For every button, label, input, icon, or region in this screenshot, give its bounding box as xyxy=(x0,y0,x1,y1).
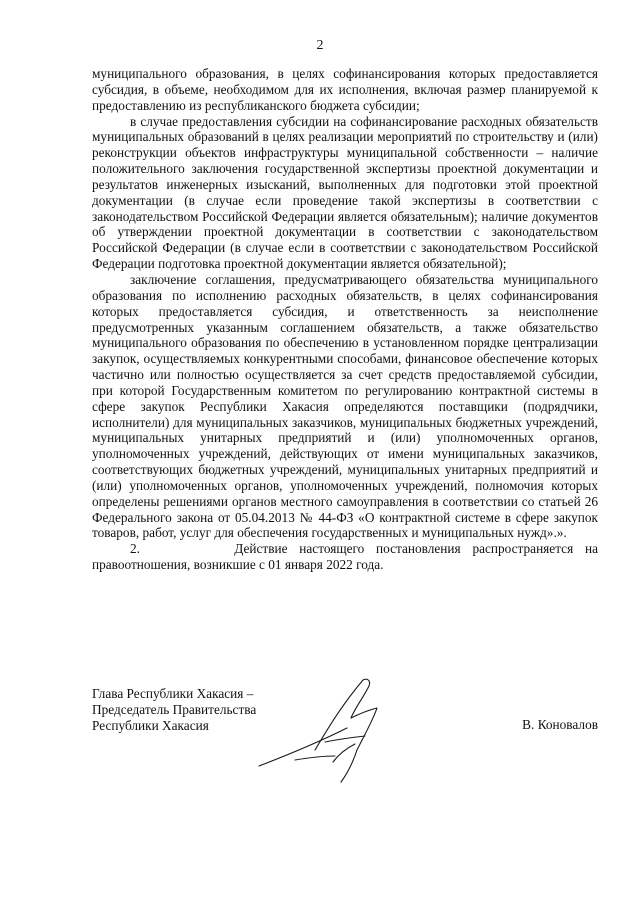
paragraph-subsidy-condition: в случае предоставления субсидии на софинансирование расходных обязательств муниципальных образований в целях реализации мероприятий по строительству и (или) реконструкции объектов инфраструктуры муниципальной собственности – наличие положительного заключения государственной экспертизы проектной документации и результатов инженерных изысканий, выполненных для подготовки этой проектной документации (в случае если проведение такой экспертизы в соответствии с законодательством Российской Федерации является обязательным); наличие документов об утверждении проектной документации в соответствии с законодательством Российской Федерации (в случае если в соответствии с законодательством Российской Федерации подготовка проектной документации является обязательной); xyxy=(92,113,598,272)
page-number: 2 xyxy=(316,38,324,53)
paragraph-continuation: муниципального образования, в целях софинансирования которых предоставляется субсидия, в объеме, необходимом для их исполнения, включая размер планируемой к предоставлению из республиканского бюджета субсидии; xyxy=(92,66,598,113)
signatory-position-line: Глава Республики Хакасия – xyxy=(92,686,254,701)
signatory-position-line: Республики Хакасия xyxy=(92,717,209,733)
signature-block xyxy=(92,686,598,734)
signatory-name: В. Коновалов xyxy=(522,717,598,732)
paragraph-agreement: заключение соглашения, предусматривающего обязательства муниципального образования по исполнению расходных обязательств, в целях софинансирования которых предоставляется субсидия, и ответственность за неисполнение предусмотренных указанным соглашением обязательств, а также обязательство муниципального образования по обеспечению в установленном порядке централизации закупок, осуществляемых конкурентными способами, финансовое обеспечение которых частично или полностью осуществляется за счет средств предоставляемой субсидии, при которой Государственным комитетом по регулированию контрактной системы в сфере закупок Республики Хакасия определяются поставщики (подрядчики, исполнители) для муниципальных заказчиков, муниципальных бюджетных учреждений, муниципальных унитарных предприятий и (или) уполномоченных органов, уполномоченных учреждений, действующих от имени муниципальных заказчиков, соответствующих бюджетных учреждений, муниципальных унитарных предприятий и (или) уполномоченных органов, уполномоченных учреждений, полномочия которых определены решениями органов местного самоуправления в соответствии со статьей 26 Федерального закона от 05.04.2013 № 44-ФЗ «О контрактной системе в сфере закупок товаров, работ, услуг для обеспечения государственных и муниципальных нужд».». xyxy=(92,271,598,541)
document-body xyxy=(92,66,598,573)
signatory-position-line: Председатель Правительства xyxy=(92,701,257,717)
paragraph-effective-date: 2. Действие настоящего постановления распространяется на правоотношения, возникшие с 01 января 2022 года. xyxy=(92,541,598,573)
